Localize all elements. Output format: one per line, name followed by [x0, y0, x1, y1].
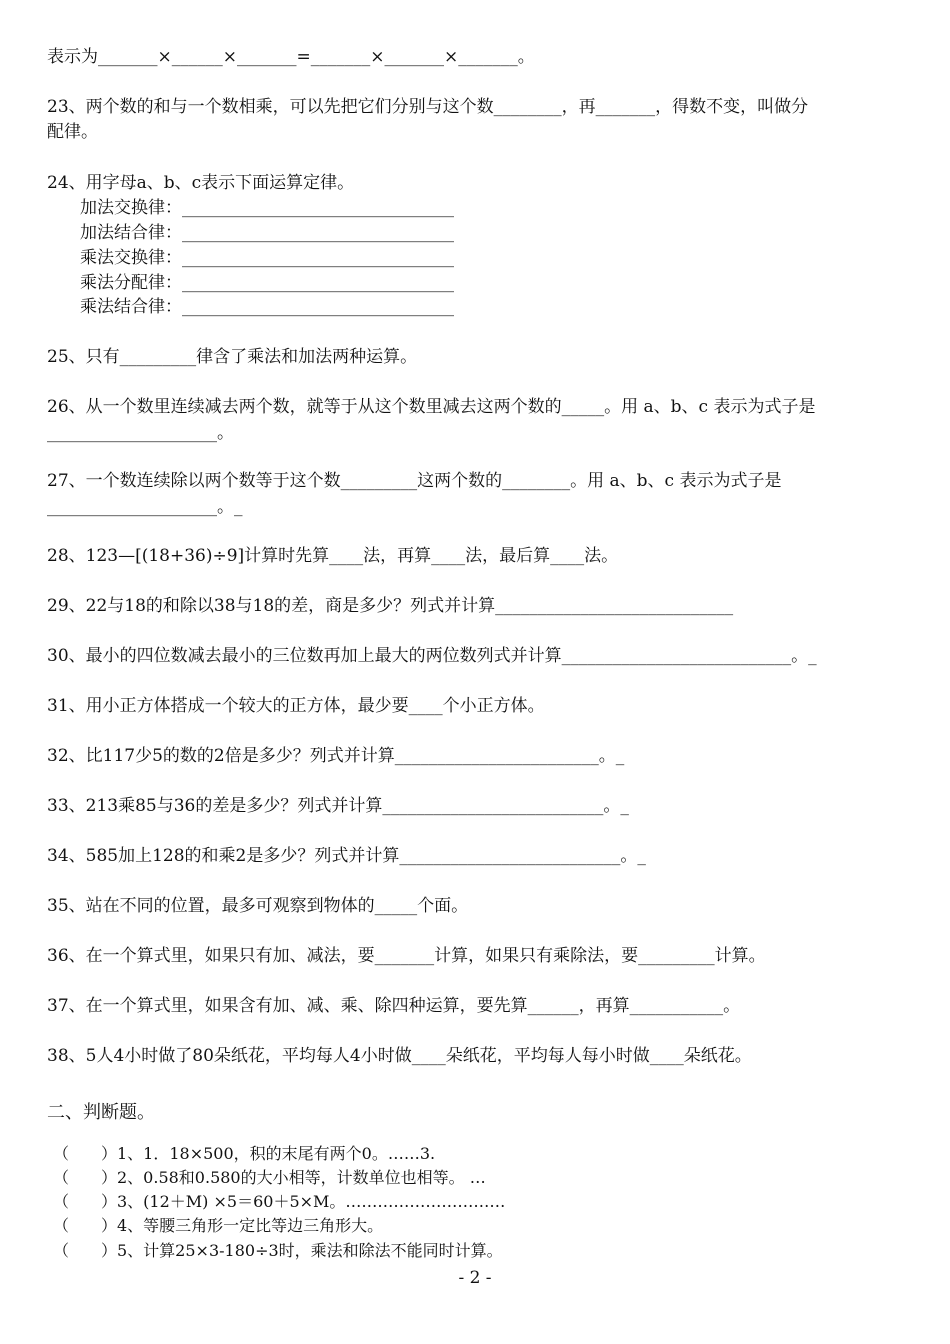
q34: 34、585加上128的和乘2是多少？列式并计算__________________________。_ [47, 846, 646, 866]
page-number: - 2 - [458, 1268, 492, 1288]
q22-continuation: 表示为_______×______×_______=_______×_______×_______。 [47, 47, 535, 67]
q26-line2: ____________________。 [47, 423, 234, 443]
q37: 37、在一个算式里，如果含有加、减、乘、除四种运算，要先算______，再算___________。 [47, 996, 741, 1016]
judge-item-2: （ ）2、0.58和0.580的大小相等，计数单位也相等。 … [53, 1168, 486, 1187]
q24-additive-commutative: 加法交换律：________________________________ [80, 198, 454, 218]
q35: 35、站在不同的位置，最多可观察到物体的_____个面。 [47, 896, 469, 916]
q23-line1: 23、两个数的和与一个数相乘，可以先把它们分别与这个数________，再_______，得数不变，叫做分 [47, 97, 809, 117]
q26-line1: 26、从一个数里连续减去两个数，就等于从这个数里减去这两个数的_____。用 a、b、c 表示为式子是 [47, 397, 816, 417]
q36: 36、在一个算式里，如果只有加、减法，要_______计算，如果只有乘除法，要_________计算。 [47, 946, 766, 966]
q30: 30、最小的四位数减去最小的三位数再加上最大的两位数列式并计算___________________________。_ [47, 646, 817, 666]
q25: 25、只有_________律含了乘法和加法两种运算。 [47, 347, 418, 367]
q24-additive-associative: 加法结合律：________________________________ [80, 223, 454, 243]
q24-title: 24、用字母a、b、c表示下面运算定律。 [47, 173, 355, 193]
judge-item-4: （ ）4、等腰三角形一定比等边三角形大。 [53, 1216, 384, 1235]
q24-distributive: 乘法分配律：________________________________ [80, 273, 454, 293]
q29: 29、22与18的和除以38与18的差，商是多少？列式并计算____________________________ [47, 596, 734, 616]
section-title-true-false: 二、判断题。 [47, 1102, 155, 1123]
q24-multiplicative-associative: 乘法结合律：________________________________ [80, 297, 454, 317]
q27-line1: 27、一个数连续除以两个数等于这个数_________这两个数的________。用 a、b、c 表示为式子是 [47, 471, 782, 491]
q23-line2: 配律。 [47, 122, 98, 142]
q33: 33、213乘85与36的差是多少？列式并计算__________________________。_ [47, 796, 629, 816]
q27-line2: ____________________。_ [47, 497, 243, 517]
judge-item-5: （ ）5、计算25×3-180÷3时，乘法和除法不能同时计算。 [53, 1241, 503, 1260]
judge-item-3: （ ）3、(12＋M) ×5＝60＋5×M。………………………… [53, 1192, 506, 1211]
q24-multiplicative-commutative: 乘法交换律：________________________________ [80, 248, 454, 268]
q32: 32、比117少5的数的2倍是多少？列式并计算________________________。_ [47, 746, 625, 766]
q31: 31、用小正方体搭成一个较大的正方体，最少要____个小正方体。 [47, 696, 545, 716]
q38: 38、5人4小时做了80朵纸花，平均每人4小时做____朵纸花，平均每人每小时做____朵纸花。 [47, 1046, 752, 1066]
judge-item-1: （ ）1、1．18×500，积的末尾有两个0。……3. [53, 1144, 436, 1163]
q28: 28、123—[(18+36)÷9]计算时先算____法，再算____法，最后算____法。 [47, 546, 619, 566]
